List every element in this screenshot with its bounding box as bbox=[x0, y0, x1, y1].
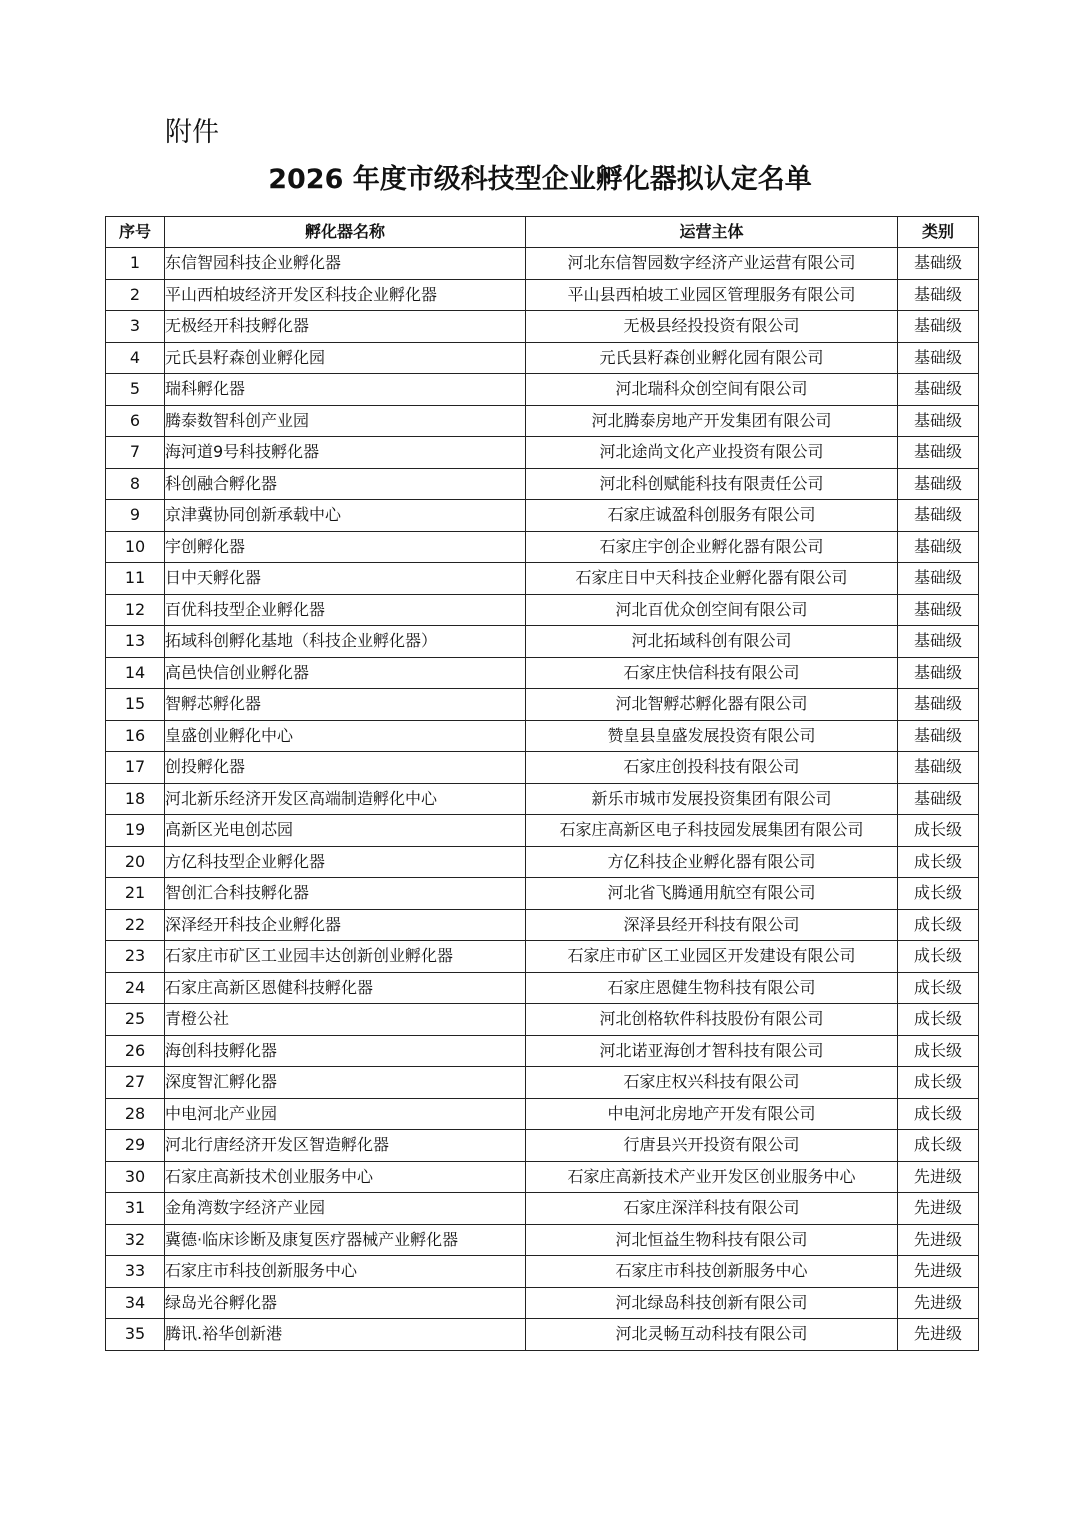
serial-no-cell: 24 bbox=[106, 972, 165, 1004]
table-row bbox=[106, 783, 979, 815]
operator-cell: 方亿科技企业孵化器有限公司 bbox=[526, 846, 898, 878]
level-cell: 先进级 bbox=[898, 1319, 979, 1351]
incubator-name-cell: 高邑快信创业孵化器 bbox=[165, 657, 526, 689]
serial-no-cell: 31 bbox=[106, 1193, 165, 1225]
level-cell: 基础级 bbox=[898, 689, 979, 721]
level-cell: 先进级 bbox=[898, 1161, 979, 1193]
level-cell: 成长级 bbox=[898, 972, 979, 1004]
table-row bbox=[106, 342, 979, 374]
table-header-row bbox=[106, 217, 979, 248]
operator-cell: 石家庄高新区电子科技园发展集团有限公司 bbox=[526, 815, 898, 847]
level-cell: 基础级 bbox=[898, 405, 979, 437]
incubator-name-cell: 深泽经开科技企业孵化器 bbox=[165, 909, 526, 941]
serial-no-cell: 35 bbox=[106, 1319, 165, 1351]
incubator-name-cell: 拓域科创孵化基地（科技企业孵化器） bbox=[165, 626, 526, 658]
operator-cell: 石家庄高新技术产业开发区创业服务中心 bbox=[526, 1161, 898, 1193]
operator-cell: 石家庄市矿区工业园区开发建设有限公司 bbox=[526, 941, 898, 973]
table-row bbox=[106, 1098, 979, 1130]
operator-cell: 河北百优众创空间有限公司 bbox=[526, 594, 898, 626]
table-row bbox=[106, 594, 979, 626]
table-row bbox=[106, 689, 979, 721]
operator-cell: 中电河北房地产开发有限公司 bbox=[526, 1098, 898, 1130]
table-row bbox=[106, 1193, 979, 1225]
serial-no-cell: 13 bbox=[106, 626, 165, 658]
operator-cell: 河北途尚文化产业投资有限公司 bbox=[526, 437, 898, 469]
serial-no-cell: 27 bbox=[106, 1067, 165, 1099]
header-serial-no: 序号 bbox=[106, 217, 165, 248]
table-row bbox=[106, 752, 979, 784]
level-cell: 成长级 bbox=[898, 815, 979, 847]
operator-cell: 河北科创赋能科技有限责任公司 bbox=[526, 468, 898, 500]
incubator-name-cell: 海河道9号科技孵化器 bbox=[165, 437, 526, 469]
table-row bbox=[106, 468, 979, 500]
operator-cell: 河北绿岛科技创新有限公司 bbox=[526, 1287, 898, 1319]
serial-no-cell: 4 bbox=[106, 342, 165, 374]
incubator-name-cell: 绿岛光谷孵化器 bbox=[165, 1287, 526, 1319]
page-title: 2026 年度市级科技型企业孵化器拟认定名单 bbox=[268, 164, 812, 195]
table-row bbox=[106, 279, 979, 311]
incubator-name-cell: 石家庄高新技术创业服务中心 bbox=[165, 1161, 526, 1193]
incubator-name-cell: 智创汇合科技孵化器 bbox=[165, 878, 526, 910]
table-row bbox=[106, 374, 979, 406]
table-row bbox=[106, 531, 979, 563]
incubator-name-cell: 科创融合孵化器 bbox=[165, 468, 526, 500]
incubator-name-cell: 方亿科技型企业孵化器 bbox=[165, 846, 526, 878]
incubator-name-cell: 河北新乐经济开发区高端制造孵化中心 bbox=[165, 783, 526, 815]
level-cell: 基础级 bbox=[898, 374, 979, 406]
incubator-name-cell: 创投孵化器 bbox=[165, 752, 526, 784]
incubator-name-cell: 石家庄市科技创新服务中心 bbox=[165, 1256, 526, 1288]
table-row bbox=[106, 972, 979, 1004]
incubator-name-cell: 石家庄市矿区工业园丰达创新创业孵化器 bbox=[165, 941, 526, 973]
serial-no-cell: 19 bbox=[106, 815, 165, 847]
operator-cell: 石家庄恩健生物科技有限公司 bbox=[526, 972, 898, 1004]
operator-cell: 河北诺亚海创才智科技有限公司 bbox=[526, 1035, 898, 1067]
level-cell: 基础级 bbox=[898, 531, 979, 563]
level-cell: 基础级 bbox=[898, 594, 979, 626]
operator-cell: 河北瑞科众创空间有限公司 bbox=[526, 374, 898, 406]
operator-cell: 河北恒益生物科技有限公司 bbox=[526, 1224, 898, 1256]
incubator-name-cell: 智孵芯孵化器 bbox=[165, 689, 526, 721]
incubator-name-cell: 皇盛创业孵化中心 bbox=[165, 720, 526, 752]
level-cell: 先进级 bbox=[898, 1287, 979, 1319]
incubator-name-cell: 元氏县籽森创业孵化园 bbox=[165, 342, 526, 374]
serial-no-cell: 1 bbox=[106, 248, 165, 280]
operator-cell: 石家庄创投科技有限公司 bbox=[526, 752, 898, 784]
level-cell: 成长级 bbox=[898, 1004, 979, 1036]
incubator-name-cell: 百优科技型企业孵化器 bbox=[165, 594, 526, 626]
operator-cell: 赞皇县皇盛发展投资有限公司 bbox=[526, 720, 898, 752]
level-cell: 基础级 bbox=[898, 720, 979, 752]
incubator-name-cell: 海创科技孵化器 bbox=[165, 1035, 526, 1067]
operator-cell: 河北灵畅互动科技有限公司 bbox=[526, 1319, 898, 1351]
serial-no-cell: 29 bbox=[106, 1130, 165, 1162]
operator-cell: 平山县西柏坡工业园区管理服务有限公司 bbox=[526, 279, 898, 311]
operator-cell: 石家庄快信科技有限公司 bbox=[526, 657, 898, 689]
table-row bbox=[106, 1287, 979, 1319]
level-cell: 成长级 bbox=[898, 878, 979, 910]
operator-cell: 元氏县籽森创业孵化园有限公司 bbox=[526, 342, 898, 374]
incubator-name-cell: 宇创孵化器 bbox=[165, 531, 526, 563]
incubator-name-cell: 腾泰数智科创产业园 bbox=[165, 405, 526, 437]
incubator-list-table bbox=[105, 216, 979, 1351]
header-level: 类别 bbox=[898, 217, 979, 248]
operator-cell: 无极县经投投资有限公司 bbox=[526, 311, 898, 343]
operator-cell: 石家庄日中天科技企业孵化器有限公司 bbox=[526, 563, 898, 595]
serial-no-cell: 23 bbox=[106, 941, 165, 973]
level-cell: 成长级 bbox=[898, 909, 979, 941]
serial-no-cell: 18 bbox=[106, 783, 165, 815]
level-cell: 基础级 bbox=[898, 468, 979, 500]
operator-cell: 河北创格软件科技股份有限公司 bbox=[526, 1004, 898, 1036]
serial-no-cell: 5 bbox=[106, 374, 165, 406]
incubator-name-cell: 瑞科孵化器 bbox=[165, 374, 526, 406]
level-cell: 成长级 bbox=[898, 1130, 979, 1162]
level-cell: 基础级 bbox=[898, 657, 979, 689]
level-cell: 基础级 bbox=[898, 500, 979, 532]
table-row bbox=[106, 626, 979, 658]
operator-cell: 河北智孵芯孵化器有限公司 bbox=[526, 689, 898, 721]
operator-cell: 河北拓域科创有限公司 bbox=[526, 626, 898, 658]
serial-no-cell: 30 bbox=[106, 1161, 165, 1193]
table-row bbox=[106, 248, 979, 280]
serial-no-cell: 21 bbox=[106, 878, 165, 910]
header-operator: 运营主体 bbox=[526, 217, 898, 248]
incubator-name-cell: 无极经开科技孵化器 bbox=[165, 311, 526, 343]
level-cell: 基础级 bbox=[898, 752, 979, 784]
serial-no-cell: 6 bbox=[106, 405, 165, 437]
table-row bbox=[106, 405, 979, 437]
table-row bbox=[106, 1161, 979, 1193]
operator-cell: 石家庄深洋科技有限公司 bbox=[526, 1193, 898, 1225]
level-cell: 基础级 bbox=[898, 783, 979, 815]
table-row bbox=[106, 657, 979, 689]
table-row bbox=[106, 1035, 979, 1067]
table-row bbox=[106, 563, 979, 595]
level-cell: 基础级 bbox=[898, 342, 979, 374]
serial-no-cell: 16 bbox=[106, 720, 165, 752]
serial-no-cell: 12 bbox=[106, 594, 165, 626]
incubator-name-cell: 高新区光电创芯园 bbox=[165, 815, 526, 847]
operator-cell: 河北腾泰房地产开发集团有限公司 bbox=[526, 405, 898, 437]
level-cell: 基础级 bbox=[898, 311, 979, 343]
table-row bbox=[106, 846, 979, 878]
operator-cell: 石家庄市科技创新服务中心 bbox=[526, 1256, 898, 1288]
serial-no-cell: 10 bbox=[106, 531, 165, 563]
operator-cell: 深泽县经开科技有限公司 bbox=[526, 909, 898, 941]
table-body bbox=[106, 248, 979, 1351]
level-cell: 先进级 bbox=[898, 1224, 979, 1256]
table-row bbox=[106, 1224, 979, 1256]
operator-cell: 新乐市城市发展投资集团有限公司 bbox=[526, 783, 898, 815]
table-row bbox=[106, 720, 979, 752]
table-row bbox=[106, 878, 979, 910]
level-cell: 基础级 bbox=[898, 248, 979, 280]
operator-cell: 河北东信智园数字经济产业运营有限公司 bbox=[526, 248, 898, 280]
level-cell: 成长级 bbox=[898, 1098, 979, 1130]
level-cell: 成长级 bbox=[898, 1067, 979, 1099]
table-row bbox=[106, 311, 979, 343]
operator-cell: 石家庄诚盈科创服务有限公司 bbox=[526, 500, 898, 532]
operator-cell: 行唐县兴开投资有限公司 bbox=[526, 1130, 898, 1162]
incubator-name-cell: 东信智园科技企业孵化器 bbox=[165, 248, 526, 280]
incubator-name-cell: 河北行唐经济开发区智造孵化器 bbox=[165, 1130, 526, 1162]
incubator-name-cell: 金角湾数字经济产业园 bbox=[165, 1193, 526, 1225]
attachment-label: 附件 bbox=[165, 117, 219, 148]
incubator-name-cell: 京津冀协同创新承载中心 bbox=[165, 500, 526, 532]
level-cell: 基础级 bbox=[898, 563, 979, 595]
serial-no-cell: 26 bbox=[106, 1035, 165, 1067]
serial-no-cell: 3 bbox=[106, 311, 165, 343]
table-row bbox=[106, 1067, 979, 1099]
serial-no-cell: 33 bbox=[106, 1256, 165, 1288]
serial-no-cell: 32 bbox=[106, 1224, 165, 1256]
serial-no-cell: 9 bbox=[106, 500, 165, 532]
serial-no-cell: 34 bbox=[106, 1287, 165, 1319]
incubator-name-cell: 深度智汇孵化器 bbox=[165, 1067, 526, 1099]
operator-cell: 河北省飞腾通用航空有限公司 bbox=[526, 878, 898, 910]
incubator-name-cell: 日中天孵化器 bbox=[165, 563, 526, 595]
level-cell: 成长级 bbox=[898, 1035, 979, 1067]
header-incubator-name: 孵化器名称 bbox=[165, 217, 526, 248]
serial-no-cell: 17 bbox=[106, 752, 165, 784]
serial-no-cell: 2 bbox=[106, 279, 165, 311]
table-row bbox=[106, 437, 979, 469]
serial-no-cell: 11 bbox=[106, 563, 165, 595]
table-row bbox=[106, 500, 979, 532]
level-cell: 成长级 bbox=[898, 846, 979, 878]
level-cell: 基础级 bbox=[898, 626, 979, 658]
level-cell: 成长级 bbox=[898, 941, 979, 973]
incubator-name-cell: 平山西柏坡经济开发区科技企业孵化器 bbox=[165, 279, 526, 311]
operator-cell: 石家庄宇创企业孵化器有限公司 bbox=[526, 531, 898, 563]
serial-no-cell: 7 bbox=[106, 437, 165, 469]
level-cell: 先进级 bbox=[898, 1193, 979, 1225]
table-row bbox=[106, 909, 979, 941]
table-row bbox=[106, 1256, 979, 1288]
table-row bbox=[106, 1004, 979, 1036]
serial-no-cell: 14 bbox=[106, 657, 165, 689]
level-cell: 基础级 bbox=[898, 279, 979, 311]
serial-no-cell: 20 bbox=[106, 846, 165, 878]
level-cell: 基础级 bbox=[898, 437, 979, 469]
serial-no-cell: 15 bbox=[106, 689, 165, 721]
incubator-name-cell: 青橙公社 bbox=[165, 1004, 526, 1036]
serial-no-cell: 8 bbox=[106, 468, 165, 500]
serial-no-cell: 25 bbox=[106, 1004, 165, 1036]
serial-no-cell: 28 bbox=[106, 1098, 165, 1130]
level-cell: 先进级 bbox=[898, 1256, 979, 1288]
incubator-name-cell: 石家庄高新区恩健科技孵化器 bbox=[165, 972, 526, 1004]
table-row bbox=[106, 1130, 979, 1162]
operator-cell: 石家庄权兴科技有限公司 bbox=[526, 1067, 898, 1099]
incubator-name-cell: 腾讯.裕华创新港 bbox=[165, 1319, 526, 1351]
table-row bbox=[106, 1319, 979, 1351]
incubator-name-cell: 中电河北产业园 bbox=[165, 1098, 526, 1130]
table-row bbox=[106, 815, 979, 847]
serial-no-cell: 22 bbox=[106, 909, 165, 941]
table-row bbox=[106, 941, 979, 973]
incubator-name-cell: 冀德·临床诊断及康复医疗器械产业孵化器 bbox=[165, 1224, 526, 1256]
